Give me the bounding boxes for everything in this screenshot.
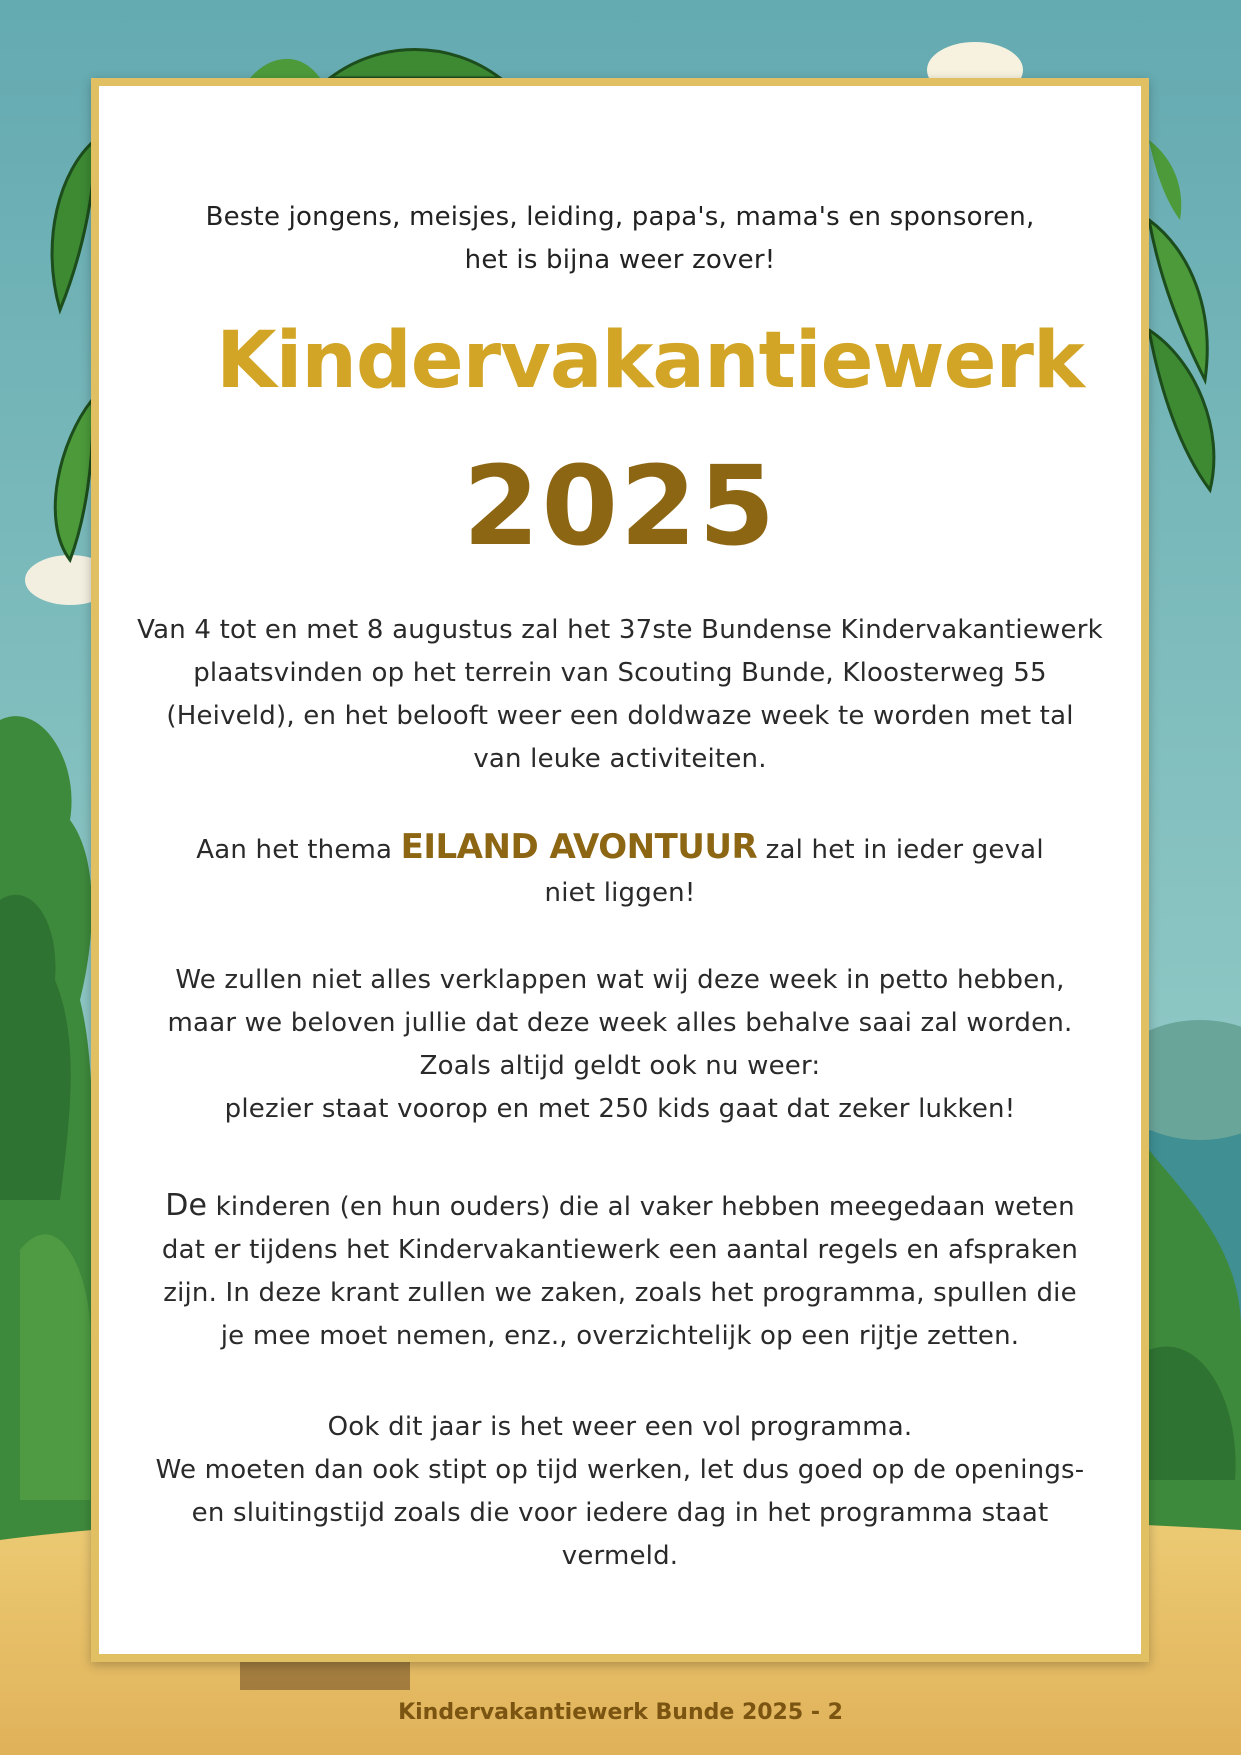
paragraph-line: Ook dit jaar is het weer een vol programma.	[327, 1412, 913, 1442]
page-footer	[0, 1700, 1241, 1725]
greeting-line-1: Beste jongens, meisjes, leiding, papa's, mama's en sponsoren,	[205, 202, 1035, 232]
paragraph-line: van leuke activiteiten.	[473, 744, 767, 774]
paragraph-rules	[124, 1184, 1116, 1358]
paragraph-line: Zoals altijd geldt ook nu weer:	[419, 1051, 821, 1081]
content-card	[91, 78, 1149, 1662]
paragraph-theme	[124, 826, 1116, 915]
theme-after-text: zal het in ieder geval	[757, 835, 1044, 865]
footer-separator: -	[803, 1700, 828, 1725]
paragraph-line: plaatsvinden op het terrein van Scouting Bunde, Kloosterweg 55	[193, 658, 1047, 688]
greeting-line-2: het is bijna weer zover!	[464, 245, 776, 275]
theme-name: EILAND AVONTUUR	[400, 827, 758, 867]
paragraph-line: vermeld.	[561, 1541, 679, 1571]
paragraph-line: zijn. In deze krant zullen we zaken, zoals het programma, spullen die	[163, 1278, 1077, 1308]
paragraph-dates	[124, 609, 1116, 781]
greeting	[99, 196, 1141, 282]
page-number: 2	[827, 1700, 843, 1725]
paragraph-line: plezier staat voorop en met 250 kids gaat dat zeker lukken!	[224, 1094, 1016, 1124]
paragraph-line: je mee moet nemen, enz., overzichtelijk op een rijtje zetten.	[220, 1321, 1020, 1351]
line-rest: kinderen (en hun ouders) die al vaker hebben meegedaan weten	[207, 1192, 1075, 1222]
paragraph-line: We moeten dan ook stipt op tijd werken, let dus goed op de openings-	[155, 1455, 1085, 1485]
paragraph-line: dat er tijdens het Kindervakantiewerk een aantal regels en afspraken	[161, 1235, 1079, 1265]
theme-line	[124, 826, 1116, 872]
paragraph-line: We zullen niet alles verklappen wat wij deze week in petto hebben,	[175, 965, 1065, 995]
paragraph-line	[124, 1184, 1116, 1229]
year-heading: 2025	[462, 442, 778, 570]
paragraph-line: en sluitingstijd zoals die voor iedere dag in het programma staat	[191, 1498, 1049, 1528]
paragraph-line: (Heiveld), en het belooft weer een doldwaze week te worden met tal	[166, 701, 1074, 731]
paragraph-line: niet liggen!	[544, 878, 696, 908]
paragraph-program	[124, 1406, 1116, 1578]
page-title: Kindervakantiewerk	[216, 316, 1084, 406]
theme-intro-text: Aan het thema	[196, 835, 401, 865]
paragraph-line: Van 4 tot en met 8 augustus zal het 37ste Bundense Kindervakantiewerk	[137, 615, 1103, 645]
paragraph-line: maar we beloven jullie dat deze week alles behalve saai zal worden.	[167, 1008, 1073, 1038]
paragraph-surprise	[124, 959, 1116, 1131]
first-word: De	[165, 1188, 208, 1223]
footer-title: Kindervakantiewerk Bunde 2025	[398, 1700, 804, 1725]
